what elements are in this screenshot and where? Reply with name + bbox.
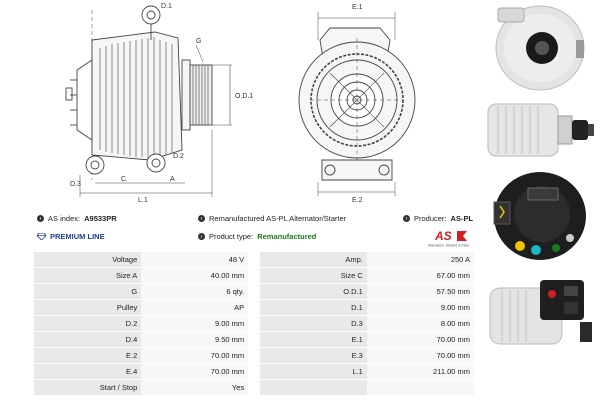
spec-value: 8.00 mm [367, 316, 474, 332]
label-od1: O.D.1 [235, 93, 254, 100]
as-index-label: AS index: [48, 214, 81, 223]
spec-row [34, 316, 474, 332]
spec-label: D.3 [260, 316, 367, 332]
label-g: G [196, 38, 202, 45]
label-d1: D.1 [161, 3, 172, 10]
producer-label: Producer: [414, 214, 447, 223]
spec-value: 70.00 mm [141, 348, 248, 364]
spec-value: 48 V [141, 252, 248, 268]
side-view-drawing [66, 6, 232, 197]
label-e1: E.1 [352, 4, 363, 11]
spec-value: 70.00 mm [367, 348, 474, 364]
spec-row [34, 348, 474, 364]
front-view-drawing [299, 12, 415, 196]
spec-row [34, 380, 474, 396]
spec-row [34, 268, 474, 284]
spec-row [34, 284, 474, 300]
as-pl-logo [427, 228, 475, 248]
label-a: A [170, 176, 175, 183]
diamond-icon [37, 233, 46, 240]
spec-label: E.2 [34, 348, 141, 364]
spec-label: Size A [34, 268, 141, 284]
spec-label: D.2 [34, 316, 141, 332]
spec-label [260, 380, 367, 396]
spec-value: AP [141, 300, 248, 316]
spec-label: E.4 [34, 364, 141, 380]
photo-alternator-connector [480, 272, 600, 360]
product-type-row [198, 232, 316, 241]
as-index-row [37, 214, 117, 223]
label-d3: D.3 [70, 181, 81, 188]
spec-value: 9.50 mm [141, 332, 248, 348]
producer-row [403, 214, 473, 223]
technical-drawings [0, 0, 478, 205]
spec-value: Yes [141, 380, 248, 396]
chevron-right-icon: › [198, 233, 205, 240]
spec-label: Size C [260, 268, 367, 284]
spec-value: 211.00 mm [367, 364, 474, 380]
spec-value: 250 A [367, 252, 474, 268]
spec-label: E.1 [260, 332, 367, 348]
spec-value: 70.00 mm [141, 364, 248, 380]
spec-label: L.1 [260, 364, 367, 380]
spec-value: 57.50 mm [367, 284, 474, 300]
label-d2: D.2 [173, 153, 184, 160]
photo-alternator-front [480, 166, 600, 266]
spec-label: E.3 [260, 348, 367, 364]
spec-row [34, 300, 474, 316]
product-photos [480, 0, 600, 400]
spec-label: Start / Stop [34, 380, 141, 396]
chevron-right-icon: › [403, 215, 410, 222]
spec-row [34, 332, 474, 348]
chevron-right-icon: › [37, 215, 44, 222]
spec-label: D.1 [260, 300, 367, 316]
spec-label: Pulley [34, 300, 141, 316]
description-row [198, 214, 346, 223]
label-l1: L.1 [138, 197, 148, 204]
label-e2: E.2 [352, 197, 363, 204]
premium-line [37, 232, 105, 241]
svg-text:Alternators, Starters & Parts: Alternators, Starters & Parts [428, 243, 470, 248]
specifications-table [34, 252, 474, 396]
spec-label: G [34, 284, 141, 300]
label-c: C [121, 176, 127, 183]
premium-line-label: PREMIUM LINE [50, 232, 105, 241]
chevron-right-icon: › [198, 215, 205, 222]
spec-value: 67.00 mm [367, 268, 474, 284]
spec-value: 40.00 mm [141, 268, 248, 284]
spec-label: D.4 [34, 332, 141, 348]
spec-value: 9.00 mm [141, 316, 248, 332]
spec-value [367, 380, 474, 396]
photo-alternator-rear [480, 2, 600, 94]
spec-value: 9.00 mm [367, 300, 474, 316]
svg-text:AS: AS [435, 229, 452, 243]
photo-alternator-side [480, 98, 600, 162]
spec-label: Voltage [34, 252, 141, 268]
product-type-label: Product type: [209, 232, 254, 241]
spec-row [34, 364, 474, 380]
spec-value: 70.00 mm [367, 332, 474, 348]
as-index-value: A9533PR [84, 214, 117, 223]
spec-row [34, 252, 474, 268]
product-description: Remanufactured AS-PL Alternator/Starter [209, 214, 347, 223]
spec-label: Amp. [260, 252, 367, 268]
product-type-value: Remanufactured [257, 232, 317, 241]
producer-value: AS-PL [450, 214, 474, 223]
spec-value: 6 qty. [141, 284, 248, 300]
spec-label: O.D.1 [260, 284, 367, 300]
